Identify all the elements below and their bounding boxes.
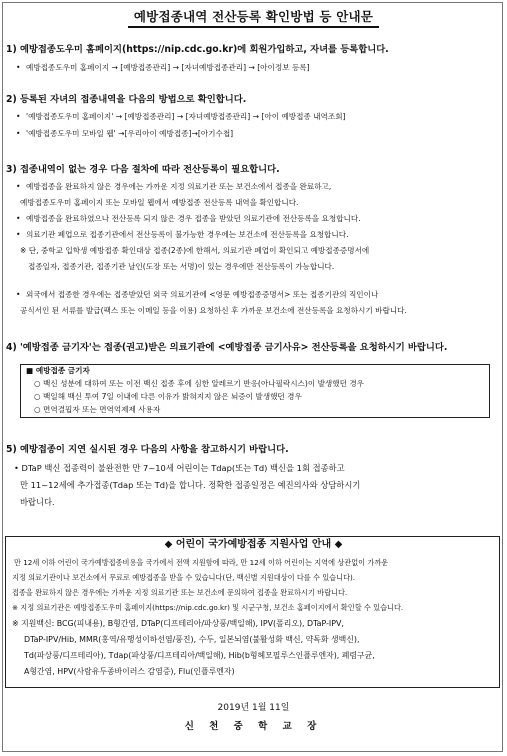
section-3-line-4: • 의료기관 폐업으로 접종기관에서 전산등록이 불가능한 경우에는 보건소에 전산등록을 요청합니다. [26,230,348,240]
section-5-heading: 5) 예방접종이 지연 실시된 경우 다음의 사항을 참고하시기 바랍니다. [6,444,289,455]
box2-line-1: 만 12세 이하 어린이 국가예방접종비용을 국가에서 전액 지원함에 따라, 만 12세 이하 어린이는 지역에 상관없이 가까운 [14,558,389,567]
section-5-line-3: 바랍니다. [20,497,55,507]
section-2-line-1: • '예방접종도우미 홈페이지' → [예방접종관리] → [자녀예방접종관리] → [아이 예방접종 내역조회] [26,112,346,122]
box2-line-2: 지정 의료기관이나 보건소에서 무료로 예방접종을 받을 수 있습니다(단, 백신별 지원대상이 다를 수 있습니다). [12,573,356,582]
box2-line-4: ※ 지정 의료기관은 예방접종도우미 홈페이지(https://nip.cdc.go.kr) 및 시군구청, 보건소 홈페이지에서 확인할 수 있습니다. [12,603,404,612]
section-3-line-8: 공식서인 된 서류를 발급(팩스 또는 이메일 등을 이용) 요청하신 후 가까운 보건소에 전산등록을 요청하시기 바랍니다. [20,306,407,315]
section-5-line-2: 만 11~12세에 추가접종(Tdap 또는 Td)을 합니다. 정확한 접종일정은 예진의사와 상담하시기 [20,480,361,490]
section-2-line-2: • '예방접종도우미 모바일 웹' →[우리아이 예방접종]→[아기수첩] [26,129,233,139]
box2-line-8: A형간염, HPV(사람유두종바이러스 감염증), Flu(인플루엔자) [24,667,235,676]
section-3-line-6: 접종일자, 접종기관, 접종기관 날인(도장 또는 서명)이 있는 경우에만 전산등록이 가능합니다. [28,262,335,271]
box2-line-3: 접종을 완료하지 않은 경우에는 가까운 지정 의료기관 또는 보건소에 문의하여 접종을 완료하시기 바랍니다. [12,588,348,597]
box2-line-6: DTaP-IPV/Hib, MMR(홍역/유행성이하선염/풍진), 수두, 일본뇌염(불활성화 백신, 약독화 생백신), [24,635,360,644]
section-3-line-2: 예방접종도우미 홈페이지 또는 모바일 웹에서 예방접종 전산등록 내역을 확인합니다. [20,198,299,207]
section-3-line-7: • 외국에서 접종한 경우에는 접종받았던 외국 의료기관에 <영문 예방접종증명서> 또는 접종기관의 직인이나 [26,290,378,300]
document-title: 예방접종내역 전산등록 확인방법 등 안내문 [128,7,379,28]
box2-line-5: ※ 지원백신: BCG(피내용), B형간염, DTaP(디프테리아/파상풍/백일해), IPV(폴리오), DTaP-IPV, [12,619,344,628]
contraindication-item-2: ○ 백일해 백신 투여 7일 이내에 다른 이유가 밝혀지지 않은 뇌증이 발생했던 경우 [34,392,302,401]
section-4-heading: 4) '예방접종 금기자'는 접종(권고)받은 의료기관에 <예방접종 금기사유> 전산등록을 요청하시기 바랍니다. [6,342,448,353]
national-vaccination-title: ◆ 어린이 국가예방접종 지원사업 안내 ◆ [164,539,343,550]
title-wrap [0,6,507,28]
section-5-line-1: • DTaP 백신 접종력이 불완전한 만 7~10세 어린이는 Tdap(또는 Td) 백신을 1회 접종하고 [14,463,345,473]
contraindication-item-3: ○ 면역결핍자 또는 면역억제제 사용자 [34,405,161,414]
contraindication-box-title: ■ 예방접종 금기자 [26,366,90,375]
section-1-heading: 1) 예방접종도우미 홈페이지(https://nip.cdc.go.kr)에 회원가입하고, 자녀를 등록합니다. [6,44,389,55]
contraindication-item-1: ○ 백신 성분에 대하여 또는 이전 백신 접종 후에 심한 알레르기 반응(아나필락시스)이 발생했던 경우 [34,379,365,388]
section-2-heading: 2) 등록된 자녀의 접종내역을 다음의 방법으로 확인합니다. [6,94,247,105]
section-3-heading: 3) 접종내역이 없는 경우 다음 절차에 따라 전산등록이 필요합니다. [6,164,280,175]
box2-line-7: Td(파상풍/디프테리아), Tdap(파상풍/디프테리아/백일해), Hib(b형헤모필루스인플루엔자), 폐렴구균, [24,651,375,660]
section-3-line-3: • 예방접종을 완료하였으나 전산등록 되지 않은 경우 접종을 받았던 의료기관에 전산등록을 요청합니다. [26,214,361,224]
section-3-line-5: ※ 단, 중학교 입학생 예방접종 확인대상 접종(2종)에 한해서, 의료기관 폐업이 확인되고 예방접종증명서에 [20,246,370,255]
section-1-line-1: • 예방접종도우미 홈페이지 → [예방접종관리] → [자녀예방접종관리] → [아이정보 등록] [26,63,310,73]
document-date: 2019년 1월 11일 [217,703,290,713]
school-principal: 신 천 중 학 교 장 [184,721,323,732]
section-3-line-1: • 예방접종을 완료하지 않은 경우에는 가까운 지정 의료기관 또는 보건소에서 접종을 완료하고, [26,182,331,192]
